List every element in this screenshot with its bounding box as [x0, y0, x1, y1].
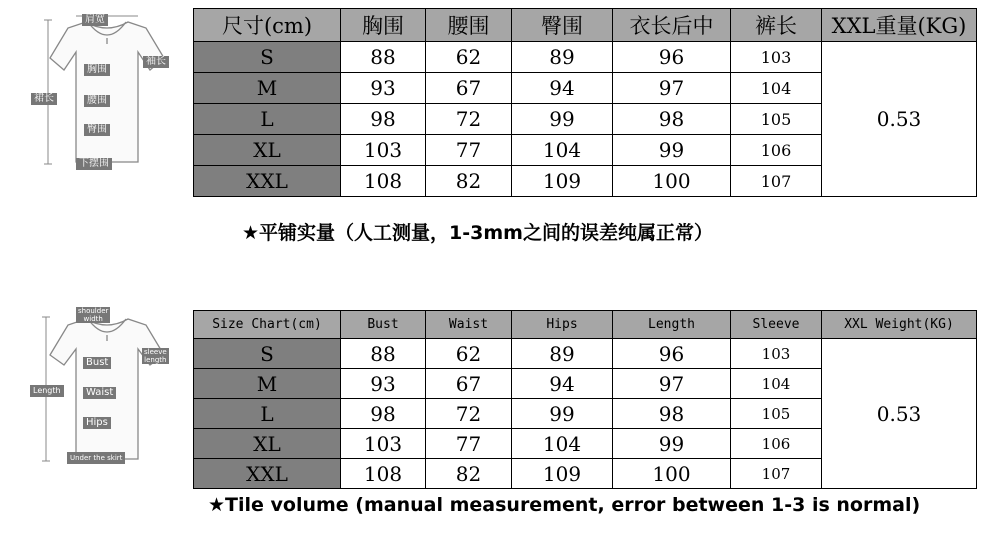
bust-cell: 98 — [341, 104, 426, 135]
length-cell: 100 — [613, 166, 731, 197]
header-size: 尺寸(cm) — [194, 9, 341, 42]
size-cell: XL — [194, 429, 341, 459]
header-length: 衣长后中 — [613, 9, 731, 42]
sleeve-cell: 107 — [731, 459, 822, 489]
hips-cell: 109 — [512, 166, 613, 197]
header-waist: Waist — [426, 311, 512, 339]
size-chart-table-en — [193, 310, 977, 489]
size-chart-table-cn — [193, 8, 977, 197]
measurement-note-en: ★Tile volume (manual measurement, error between 1-3 is normal) — [208, 494, 921, 516]
waist-cell: 82 — [426, 166, 512, 197]
hips-label: 臀围 — [84, 124, 110, 136]
hips-cell: 94 — [512, 369, 613, 399]
weight-cell: 0.53 — [822, 339, 977, 489]
header-size: Size Chart(cm) — [194, 311, 341, 339]
bust-cell: 93 — [341, 73, 426, 104]
sleeve-label: 袖长 — [143, 56, 169, 68]
header-bust: 胸围 — [341, 9, 426, 42]
shoulder-label-line1: shoulder — [78, 307, 109, 315]
pants-length-cell: 106 — [731, 135, 822, 166]
hips-cell: 109 — [512, 459, 613, 489]
header-weight: XXL重量(KG) — [822, 9, 977, 42]
waist-cell: 72 — [426, 399, 512, 429]
table-header-row — [194, 9, 977, 42]
sleeve-label-line2: length — [144, 356, 167, 364]
waist-cell: 77 — [426, 429, 512, 459]
bust-cell: 88 — [341, 339, 426, 369]
size-cell: M — [194, 369, 341, 399]
waist-cell: 62 — [426, 339, 512, 369]
length-cell: 99 — [613, 135, 731, 166]
dress-diagram-cn — [28, 8, 176, 178]
bust-cell: 108 — [341, 459, 426, 489]
sleeve-cell: 103 — [731, 339, 822, 369]
header-hips: 臀围 — [512, 9, 613, 42]
header-length: Length — [613, 311, 731, 339]
size-cell: M — [194, 73, 341, 104]
length-cell: 96 — [613, 42, 731, 73]
table-row — [194, 42, 977, 73]
shoulder-label: 肩宽 — [82, 14, 108, 26]
header-sleeve: Sleeve — [731, 311, 822, 339]
hips-label: Hips — [83, 417, 111, 429]
hips-cell: 89 — [512, 339, 613, 369]
dress-diagram-en — [28, 305, 176, 467]
size-cell: XXL — [194, 459, 341, 489]
hem-label: 下摆围 — [76, 158, 112, 170]
pants-length-cell: 103 — [731, 42, 822, 73]
hips-cell: 94 — [512, 73, 613, 104]
measurement-note-cn: ★平铺实量（人工测量，1-3mm之间的误差纯属正常） — [242, 222, 713, 244]
length-cell: 97 — [613, 73, 731, 104]
length-cell: 99 — [613, 429, 731, 459]
header-pants-length: 裤长 — [731, 9, 822, 42]
bust-label: Bust — [83, 357, 111, 369]
hips-cell: 104 — [512, 135, 613, 166]
bust-cell: 103 — [341, 135, 426, 166]
bust-cell: 98 — [341, 399, 426, 429]
header-weight: XXL Weight(KG) — [822, 311, 977, 339]
size-cell: L — [194, 104, 341, 135]
hips-cell: 99 — [512, 104, 613, 135]
waist-cell: 72 — [426, 104, 512, 135]
sleeve-label-line1: sleeve — [144, 348, 167, 356]
length-cell: 96 — [613, 339, 731, 369]
bust-cell: 88 — [341, 42, 426, 73]
sleeve-cell: 106 — [731, 429, 822, 459]
shoulder-label-line2: width — [83, 315, 103, 323]
length-label: Length — [30, 385, 64, 397]
size-cell: XL — [194, 135, 341, 166]
pants-length-cell: 104 — [731, 73, 822, 104]
bust-cell: 103 — [341, 429, 426, 459]
waist-cell: 77 — [426, 135, 512, 166]
length-label: 裙长 — [31, 93, 57, 105]
weight-cell: 0.53 — [822, 42, 977, 197]
pants-length-cell: 105 — [731, 104, 822, 135]
size-cell: S — [194, 339, 341, 369]
header-hips: Hips — [512, 311, 613, 339]
length-cell: 100 — [613, 459, 731, 489]
waist-label: 腰围 — [84, 95, 110, 107]
table-header-row — [194, 311, 977, 339]
hips-cell: 104 — [512, 429, 613, 459]
shoulder-width-label — [76, 307, 110, 323]
waist-cell: 67 — [426, 369, 512, 399]
size-cell: XXL — [194, 166, 341, 197]
bust-cell: 108 — [341, 166, 426, 197]
waist-label: Waist — [83, 387, 116, 399]
table-row — [194, 339, 977, 369]
hem-label: Under the skirt — [67, 452, 125, 464]
bust-label: 胸围 — [84, 64, 110, 76]
hips-cell: 89 — [512, 42, 613, 73]
length-cell: 97 — [613, 369, 731, 399]
sleeve-length-label — [142, 348, 169, 364]
header-waist: 腰围 — [426, 9, 512, 42]
length-cell: 98 — [613, 399, 731, 429]
size-cell: L — [194, 399, 341, 429]
sleeve-cell: 105 — [731, 399, 822, 429]
sleeve-cell: 104 — [731, 369, 822, 399]
waist-cell: 62 — [426, 42, 512, 73]
waist-cell: 67 — [426, 73, 512, 104]
hips-cell: 99 — [512, 399, 613, 429]
bust-cell: 93 — [341, 369, 426, 399]
length-cell: 98 — [613, 104, 731, 135]
pants-length-cell: 107 — [731, 166, 822, 197]
size-cell: S — [194, 42, 341, 73]
header-bust: Bust — [341, 311, 426, 339]
waist-cell: 82 — [426, 459, 512, 489]
